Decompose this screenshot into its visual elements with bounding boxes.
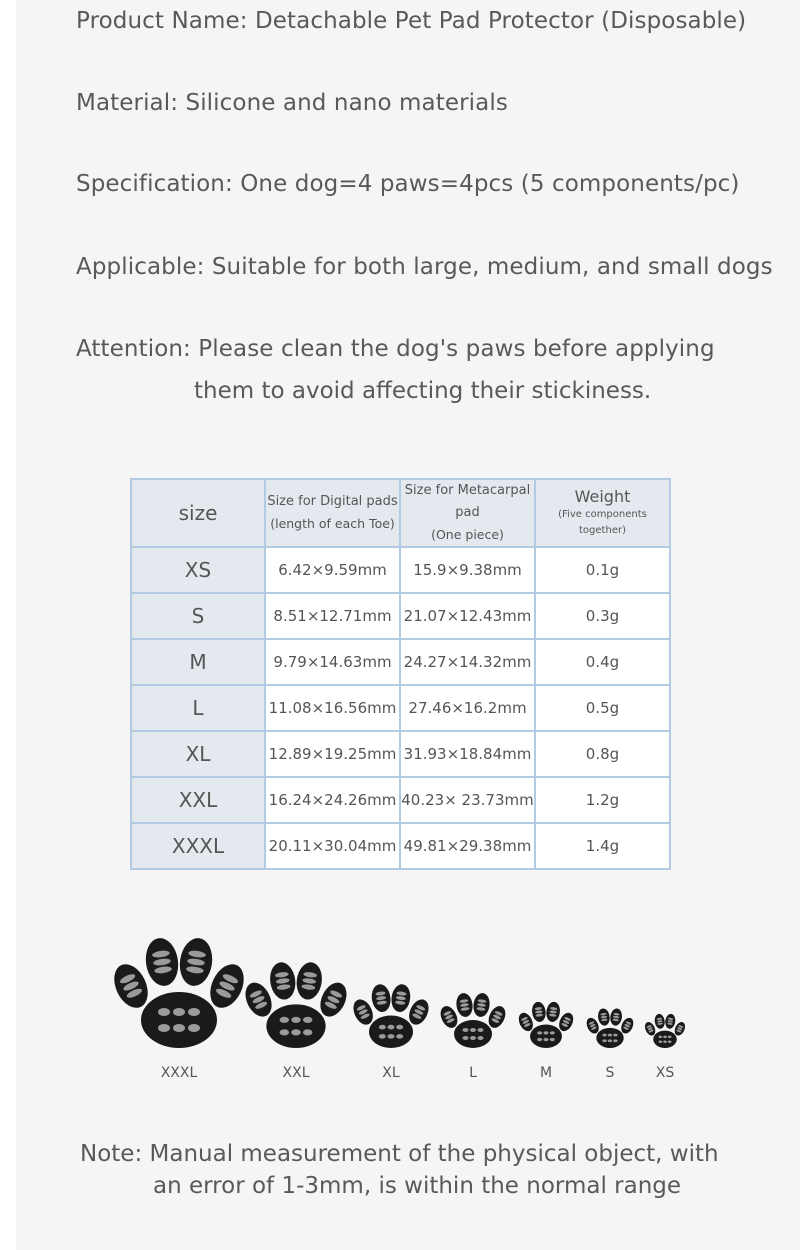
table-row	[131, 547, 670, 593]
paw-size-illustration	[0, 930, 800, 1060]
cell-weight: 1.4g	[535, 823, 670, 869]
attention-text-line1: Attention: Please clean the dog's paws before applying	[76, 336, 715, 362]
cell-size: XXL	[131, 777, 265, 823]
paw-icon-l	[437, 992, 508, 1048]
product-name-text: Product Name: Detachable Pet Pad Protector (Disposable)	[76, 8, 747, 34]
cell-metacarpal: 15.9×9.38mm	[400, 547, 535, 593]
cell-size: XXXL	[131, 823, 265, 869]
table-row	[131, 685, 670, 731]
cell-weight: 0.3g	[535, 593, 670, 639]
cell-metacarpal: 31.93×18.84mm	[400, 731, 535, 777]
attention-text-line2: them to avoid affecting their stickiness.	[194, 378, 652, 404]
cell-weight: 0.1g	[535, 547, 670, 593]
paw-label-xs: XS	[655, 1065, 675, 1081]
cell-digital: 8.51×12.71mm	[265, 593, 400, 639]
header-weight: Weight (Five components together)	[535, 479, 670, 547]
material-text: Material: Silicone and nano materials	[76, 90, 508, 116]
cell-digital: 12.89×19.25mm	[265, 731, 400, 777]
header-size: size	[131, 479, 265, 547]
cell-size: XL	[131, 731, 265, 777]
cell-size: M	[131, 639, 265, 685]
paw-label-s: S	[605, 1065, 615, 1081]
size-chart-table	[130, 478, 671, 870]
cell-metacarpal: 21.07×12.43mm	[400, 593, 535, 639]
paw-icon-m	[516, 1001, 576, 1048]
paw-label-xxl: XXL	[282, 1065, 310, 1081]
paw-icon-xs	[643, 1013, 687, 1048]
cell-digital: 9.79×14.63mm	[265, 639, 400, 685]
paw-icon-s	[584, 1008, 635, 1048]
note-text-line1: Note: Manual measurement of the physical object, with	[80, 1141, 719, 1167]
paw-label-m: M	[539, 1065, 553, 1081]
cell-digital: 16.24×24.26mm	[265, 777, 400, 823]
note-text-line2: an error of 1-3mm, is within the normal range	[153, 1173, 682, 1199]
table-header-row	[131, 479, 670, 547]
table-row	[131, 777, 670, 823]
cell-digital: 20.11×30.04mm	[265, 823, 400, 869]
header-digital-pads: Size for Digital pads (length of each Toe)	[265, 479, 400, 547]
table-row	[131, 731, 670, 777]
cell-weight: 0.4g	[535, 639, 670, 685]
cell-size: L	[131, 685, 265, 731]
applicable-text: Applicable: Suitable for both large, medium, and small dogs	[76, 254, 773, 280]
cell-metacarpal: 24.27×14.32mm	[400, 639, 535, 685]
cell-digital: 6.42×9.59mm	[265, 547, 400, 593]
paw-icon-xxxl	[108, 936, 251, 1048]
cell-size: XS	[131, 547, 265, 593]
table-row	[131, 639, 670, 685]
cell-metacarpal: 49.81×29.38mm	[400, 823, 535, 869]
cell-weight: 0.5g	[535, 685, 670, 731]
paw-label-l: L	[469, 1065, 477, 1081]
paw-label-xxxl: XXXL	[160, 1065, 198, 1081]
cell-metacarpal: 40.23× 23.73mm	[400, 777, 535, 823]
paw-icon-xxl	[240, 961, 351, 1048]
cell-weight: 0.8g	[535, 731, 670, 777]
cell-size: S	[131, 593, 265, 639]
cell-metacarpal: 27.46×16.2mm	[400, 685, 535, 731]
header-metacarpal-pad: Size for Metacarpal pad (One piece)	[400, 479, 535, 547]
table-row	[131, 593, 670, 639]
paw-label-xl: XL	[382, 1065, 400, 1081]
paw-icon-xl	[350, 983, 433, 1048]
cell-digital: 11.08×16.56mm	[265, 685, 400, 731]
cell-weight: 1.2g	[535, 777, 670, 823]
specification-text: Specification: One dog=4 paws=4pcs (5 components/pc)	[76, 171, 740, 197]
table-row	[131, 823, 670, 869]
